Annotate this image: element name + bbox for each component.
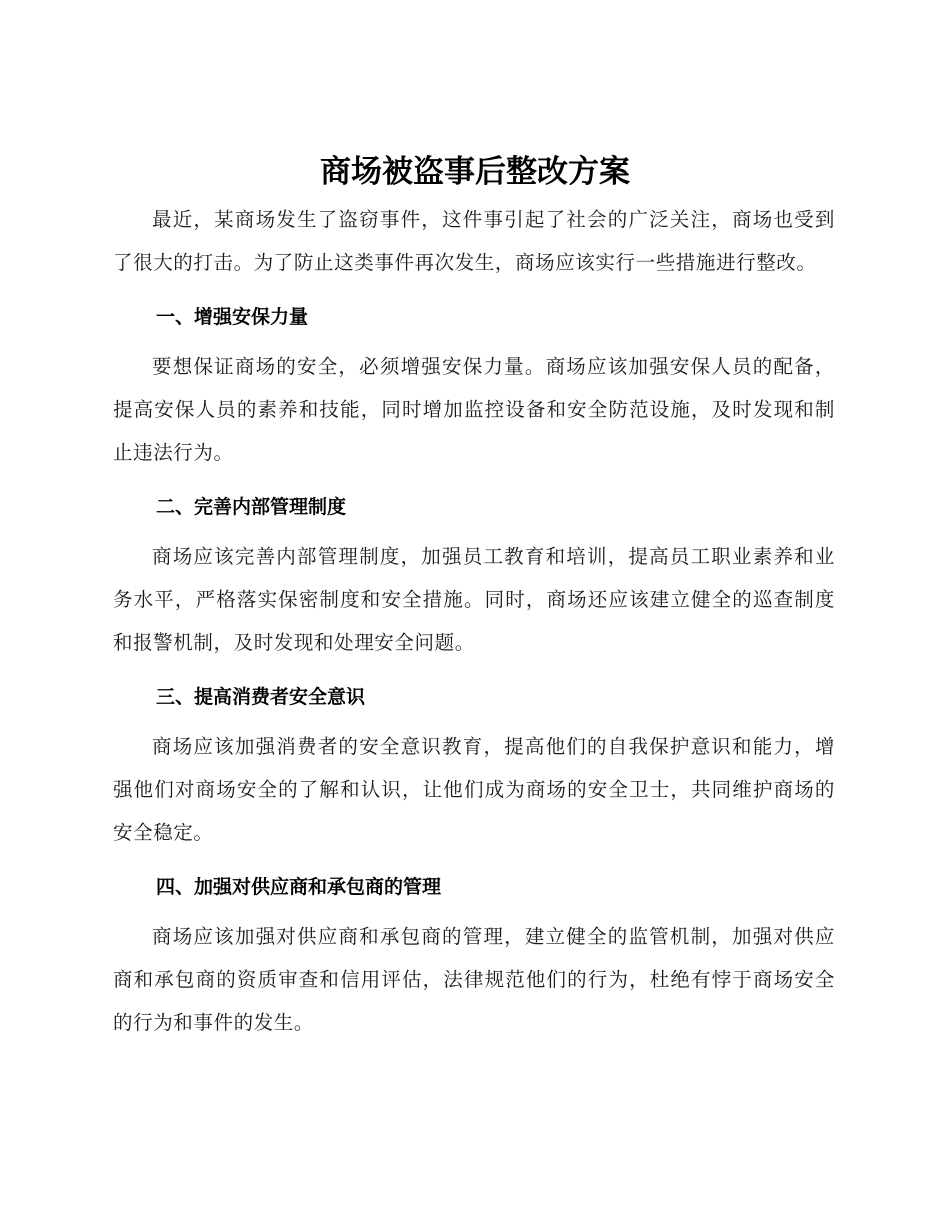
section-heading-4: 四、加强对供应商和承包商的管理 [156, 876, 442, 898]
section-body-4: 商场应该加强对供应商和承包商的管理，建立健全的监管机制，加强对供应商和承包商的资质审查和信用评估，法律规范他们的行为，杜绝有悖于商场安全的行为和事件的发生。 [113, 925, 835, 1034]
document-body [113, 198, 835, 1044]
spacer [113, 664, 835, 676]
section-body-3: 商场应该加强消费者的安全意识教育，提高他们的自我保护意识和能力，增强他们对商场安全的了解和认识，让他们成为商场的安全卫士，共同维护商场的安全稳定。 [113, 735, 835, 844]
spacer [113, 474, 835, 486]
intro-paragraph: 最近，某商场发生了盗窃事件，这件事引起了社会的广泛关注，商场也受到了很大的打击。为了防止这类事件再次发生，商场应该实行一些措施进行整改。 [113, 208, 835, 274]
section-body-1: 要想保证商场的安全，必须增强安保力量。商场应该加强安保人员的配备，提高安保人员的素养和技能，同时增加监控设备和安全防范设施，及时发现和制止违法行为。 [113, 355, 835, 464]
document-title: 商场被盗事后整改方案 [320, 154, 630, 190]
spacer [113, 284, 835, 296]
section-heading-3: 三、提高消费者安全意识 [156, 686, 366, 708]
section-body-2: 商场应该完善内部管理制度，加强员工教育和培训，提高员工职业素养和业务水平，严格落实保密制度和安全措施。同时，商场还应该建立健全的巡查制度和报警机制，及时发现和处理安全问题。 [113, 545, 835, 654]
section-heading-2: 二、完善内部管理制度 [156, 496, 347, 518]
section-heading-1: 一、增强安保力量 [156, 306, 309, 328]
spacer [113, 854, 835, 866]
